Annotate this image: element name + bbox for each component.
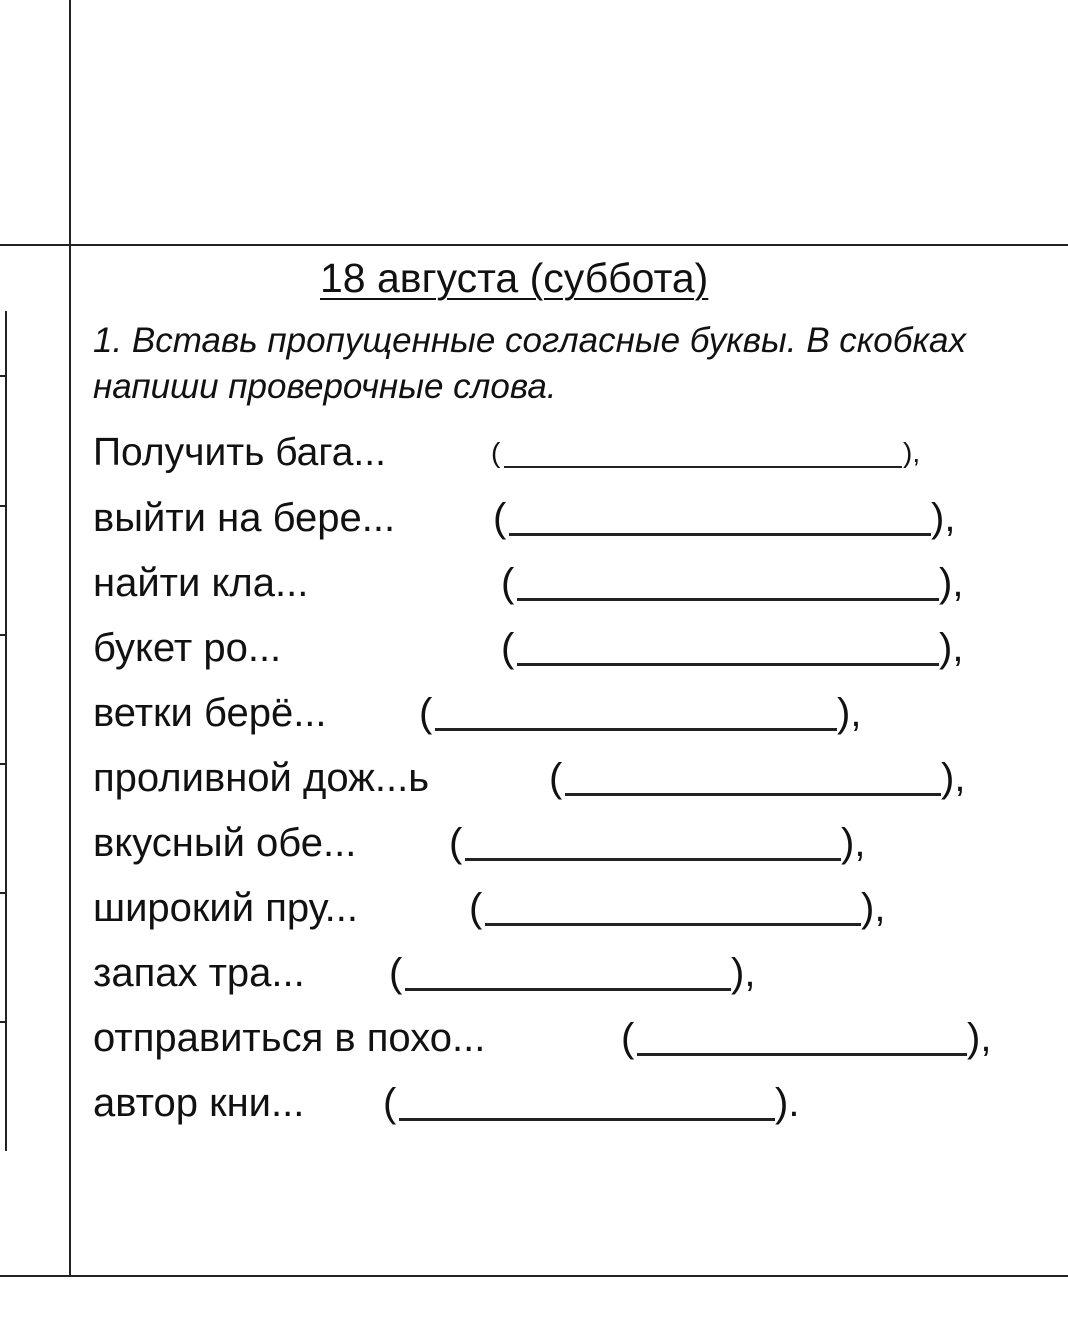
open-paren: ( <box>383 1081 397 1125</box>
answer-blank[interactable] <box>405 988 731 991</box>
table-row-divider <box>0 1021 7 1023</box>
open-paren: ( <box>621 1016 635 1060</box>
exercise-row <box>93 552 973 614</box>
open-paren: ( <box>491 437 501 468</box>
exercise-phrase: вкусный обе... <box>93 821 357 865</box>
exercise-phrase: автор кни... <box>93 1081 305 1125</box>
answer-blank[interactable] <box>517 663 939 666</box>
table-row-divider <box>0 763 7 765</box>
open-paren: ( <box>549 756 563 800</box>
open-paren: ( <box>501 561 515 605</box>
answer-blank[interactable] <box>504 466 902 468</box>
close-paren: ), <box>731 951 756 995</box>
task-instruction: 1. Вставь пропущенные согласные буквы. В скобках напиши проверочные слова. <box>93 321 966 406</box>
close-paren: ), <box>841 821 866 865</box>
table-row-divider <box>0 634 7 636</box>
answer-blank[interactable] <box>565 793 941 796</box>
open-paren: ( <box>501 626 515 670</box>
exercise-row <box>93 487 973 549</box>
top-horizontal-rule <box>0 244 1068 246</box>
close-paren: ), <box>941 756 966 800</box>
table-row-divider <box>0 375 7 377</box>
open-paren: ( <box>389 951 403 995</box>
exercise-phrase: найти кла... <box>93 561 309 605</box>
answer-blank[interactable] <box>637 1053 967 1056</box>
table-row-divider <box>0 892 7 894</box>
exercise-row <box>93 942 773 1004</box>
answer-blank[interactable] <box>509 533 931 536</box>
answer-blank[interactable] <box>399 1118 775 1121</box>
exercise-row <box>93 877 903 939</box>
exercise-phrase: проливной дож...ь <box>93 756 430 800</box>
exercise-phrase: выйти на бере... <box>93 496 396 540</box>
vertical-divider <box>69 0 71 1277</box>
exercise-row <box>93 812 883 874</box>
bottom-horizontal-rule <box>0 1275 1068 1277</box>
exercise-row <box>93 682 883 744</box>
exercise-phrase: Получить бага... <box>93 431 386 474</box>
answer-blank[interactable] <box>465 858 841 861</box>
exercise-phrase: ветки берё... <box>93 691 327 735</box>
exercise-row <box>93 617 973 679</box>
close-paren: ), <box>939 626 964 670</box>
close-paren: ), <box>861 886 886 930</box>
exercise-phrase: запах тра... <box>93 951 305 995</box>
open-paren: ( <box>419 691 433 735</box>
close-paren: ), <box>903 437 921 468</box>
answer-blank[interactable] <box>485 923 861 926</box>
answer-blank[interactable] <box>435 728 837 731</box>
left-table-edge <box>0 311 7 1151</box>
table-row-divider <box>0 505 7 507</box>
exercise-row <box>93 747 973 809</box>
open-paren: ( <box>449 821 463 865</box>
open-paren: ( <box>469 886 483 930</box>
exercise-phrase: отправиться в похо... <box>93 1016 486 1060</box>
open-paren: ( <box>493 496 507 540</box>
close-paren: ), <box>967 1016 992 1060</box>
close-paren: ), <box>837 691 862 735</box>
exercise-phrase: широкий пру... <box>93 886 359 930</box>
page-title: 18 августа (суббота) <box>320 255 709 301</box>
close-paren: ), <box>939 561 964 605</box>
close-paren: ), <box>931 496 956 540</box>
exercise-row <box>93 422 953 484</box>
answer-blank[interactable] <box>517 598 939 601</box>
exercise-row <box>93 1007 998 1069</box>
exercise-row <box>93 1072 813 1134</box>
close-paren: ). <box>775 1081 800 1125</box>
exercise-phrase: букет ро... <box>93 626 282 670</box>
